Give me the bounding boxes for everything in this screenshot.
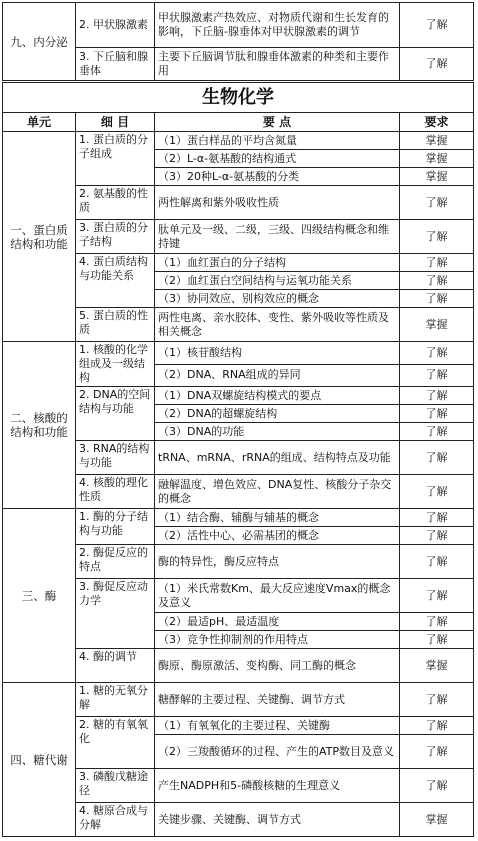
- header-requirement: 要求: [400, 113, 474, 132]
- requirement-cell: 了解: [400, 683, 474, 717]
- point-cell: 两性解离和紫外吸收性质: [155, 186, 400, 220]
- section-title: 生物化学: [3, 82, 474, 113]
- requirement-cell: 了解: [400, 186, 474, 220]
- unit-cell: 九、内分泌: [3, 3, 76, 82]
- item-cell: 4. 蛋白质结构与功能关系: [76, 254, 155, 308]
- point-cell: （3）DNA的功能: [155, 423, 400, 441]
- point-cell: 甲状腺激素产热效应、对物质代谢和生长发育的影响，下丘脑-腺垂体对甲状腺激素的调节: [155, 3, 400, 48]
- unit-cell: 四、糖代谢: [3, 683, 76, 837]
- requirement-cell: 了解: [400, 545, 474, 579]
- item-cell: 4. 核酸的理化性质: [76, 475, 155, 509]
- unit-cell: 三、酶: [3, 509, 76, 683]
- item-cell: 1. 核酸的化学组成及一级结构: [76, 342, 155, 387]
- item-cell: 4. 酶的调节: [76, 649, 155, 683]
- point-cell: （1）蛋白样品的平均含氮量: [155, 132, 400, 150]
- item-cell: 4. 糖原合成与分解: [76, 803, 155, 837]
- requirement-cell: 了解: [400, 220, 474, 254]
- point-cell: （1）DNA双螺旋结构模式的要点: [155, 387, 400, 405]
- point-cell: （2）DNA、RNA组成的异同: [155, 364, 400, 387]
- point-cell: （2）DNA的超螺旋结构: [155, 405, 400, 423]
- table-row: [3, 132, 474, 150]
- requirement-cell: 了解: [400, 717, 474, 735]
- requirement-cell: 掌握: [400, 803, 474, 837]
- point-cell: 酶的特异性，酶反应特点: [155, 545, 400, 579]
- requirement-cell: 掌握: [400, 168, 474, 186]
- requirement-cell: 了解: [400, 613, 474, 631]
- item-cell: 3. 蛋白质的分子结构: [76, 220, 155, 254]
- header-row: [3, 113, 474, 132]
- requirement-cell: 了解: [400, 735, 474, 769]
- point-cell: 两性电离、亲水胶体、变性、紫外吸收等性质及相关概念: [155, 308, 400, 342]
- item-cell: 3. 下丘脑和腺垂体: [76, 48, 155, 82]
- point-cell: （2）血红蛋白空间结构与运氧功能关系: [155, 272, 400, 290]
- item-cell: 1. 蛋白质的分子组成: [76, 132, 155, 186]
- unit-cell: 二、核酸的结构和功能: [3, 342, 76, 509]
- point-cell: （2）三羧酸循环的过程、产生的ATP数目及意义: [155, 735, 400, 769]
- item-cell: 2. DNA的空间结构与功能: [76, 387, 155, 441]
- requirement-cell: 了解: [400, 475, 474, 509]
- item-cell: 2. 酶促反应的特点: [76, 545, 155, 579]
- requirement-cell: 了解: [400, 509, 474, 527]
- requirement-cell: 了解: [400, 342, 474, 365]
- requirement-cell: 了解: [400, 441, 474, 475]
- requirement-cell: 了解: [400, 364, 474, 387]
- point-cell: （1）核苷酸结构: [155, 342, 400, 365]
- point-cell: （3）协同效应、别构效应的概念: [155, 290, 400, 308]
- point-cell: （1）有氧氧化的主要过程、关键酶: [155, 717, 400, 735]
- point-cell: 融解温度、增色效应、DNA复性、核酸分子杂交的概念: [155, 475, 400, 509]
- point-cell: （2）活性中心、必需基团的概念: [155, 527, 400, 545]
- point-cell: （3）竞争性抑制剂的作用特点: [155, 631, 400, 649]
- item-cell: 1. 糖的无氧分解: [76, 683, 155, 717]
- requirement-cell: 了解: [400, 48, 474, 82]
- requirement-cell: 了解: [400, 387, 474, 405]
- point-cell: 酶原、酶原激活、变构酶、同工酶的概念: [155, 649, 400, 683]
- requirement-cell: 掌握: [400, 132, 474, 150]
- table-row: [3, 3, 474, 48]
- item-cell: 3. RNA的结构与功能: [76, 441, 155, 475]
- item-cell: 3. 酶促反应动力学: [76, 579, 155, 649]
- table-row: [3, 683, 474, 717]
- header-unit: 单元: [3, 113, 76, 132]
- point-cell: （1）米氏常数Km、最大反应速度Vmax的概念及意义: [155, 579, 400, 613]
- item-cell: 3. 磷酸戊糖途径: [76, 769, 155, 803]
- point-cell: （3）20种L-α-氨基酸的分类: [155, 168, 400, 186]
- point-cell: 肽单元及一级、二级，三级、四级结构概念和维持键: [155, 220, 400, 254]
- item-cell: 2. 甲状腺激素: [76, 3, 155, 48]
- table-row: [3, 342, 474, 365]
- point-cell: tRNA、mRNA、rRNA的组成、结构特点及功能: [155, 441, 400, 475]
- point-cell: （1）血红蛋白的分子结构: [155, 254, 400, 272]
- requirement-cell: 了解: [400, 423, 474, 441]
- point-cell: 糖酵解的主要过程、关键酶、调节方式: [155, 683, 400, 717]
- requirement-cell: 了解: [400, 631, 474, 649]
- requirement-cell: 了解: [400, 527, 474, 545]
- point-cell: （2）最适pH、最适温度: [155, 613, 400, 631]
- item-cell: 5. 蛋白质的性质: [76, 308, 155, 342]
- unit-cell: 一、蛋白质结构和功能: [3, 132, 76, 342]
- requirement-cell: 了解: [400, 290, 474, 308]
- requirement-cell: 掌握: [400, 649, 474, 683]
- requirement-cell: 了解: [400, 272, 474, 290]
- point-cell: （1）结合酶、辅酶与辅基的概念: [155, 509, 400, 527]
- requirement-cell: 掌握: [400, 308, 474, 342]
- requirement-cell: 了解: [400, 769, 474, 803]
- requirement-cell: 了解: [400, 405, 474, 423]
- item-cell: 2. 糖的有氧氧化: [76, 717, 155, 769]
- requirement-cell: 了解: [400, 254, 474, 272]
- requirement-cell: 掌握: [400, 150, 474, 168]
- item-cell: 1. 酶的分子结构与功能: [76, 509, 155, 545]
- header-point: 要 点: [155, 113, 400, 132]
- header-item: 细 目: [76, 113, 155, 132]
- requirement-cell: 了解: [400, 3, 474, 48]
- point-cell: 关键步骤、关键酶、调节方式: [155, 803, 400, 837]
- point-cell: 产生NADPH和5-磷酸核糖的生理意义: [155, 769, 400, 803]
- section-title-row: [3, 82, 474, 113]
- table-row: [3, 509, 474, 527]
- point-cell: 主要下丘脑调节肽和腺垂体激素的种类和主要作用: [155, 48, 400, 82]
- item-cell: 2. 氨基酸的性质: [76, 186, 155, 220]
- syllabus-table: [2, 2, 474, 837]
- point-cell: （2）L-α-氨基酸的结构通式: [155, 150, 400, 168]
- requirement-cell: 了解: [400, 579, 474, 613]
